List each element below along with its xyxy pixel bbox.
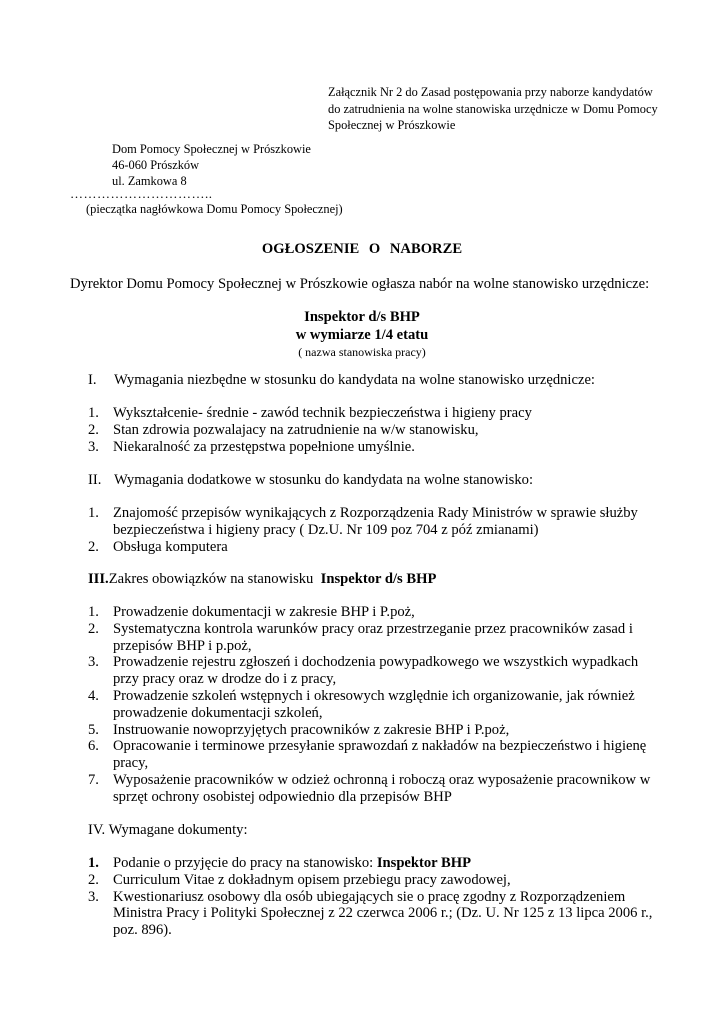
list-item-text: Znajomość przepisów wynikających z Rozporządzenia Rady Ministrów w sprawie służby <box>113 505 638 521</box>
list-item-number: 1. <box>88 855 99 871</box>
list-item-text: prowadzenie dokumentacji szkoleń, <box>113 704 323 721</box>
position-scope: w wymiarze 1/4 etatu <box>295 327 429 343</box>
list-item-number: 1. <box>88 505 99 521</box>
list-item <box>88 505 638 539</box>
section-title-bold: Inspektor d/s BHP <box>320 571 437 587</box>
list-item-line <box>113 505 638 522</box>
list-item-line <box>113 522 638 539</box>
list-item-number: 1. <box>88 405 99 421</box>
list-item <box>88 654 650 688</box>
list-item <box>88 439 532 456</box>
list-item-text: przepisów BHP i p.poż, <box>113 637 252 654</box>
list-item-text: Prowadzenie szkoleń wstępnych i okresowych względnie ich organizowanie, jak również <box>113 687 635 704</box>
list-item-line <box>113 772 650 789</box>
list-item-line <box>113 922 652 939</box>
section-number: II. <box>88 472 102 488</box>
list-item-number: 6. <box>88 738 99 755</box>
list-item-text: Kwestionariusz osobowy dla osób ubiegających sie o pracę zgodny z Rozporządzeniem <box>113 888 626 905</box>
section-1-list <box>88 405 532 455</box>
list-item-text: Prowadzenie rejestru zgłoszeń i dochodzenia powypadkowego we wszystkich wypadkach <box>113 654 639 671</box>
section-number: IV. <box>88 822 106 838</box>
list-item-line <box>113 539 638 556</box>
section-4-heading <box>88 822 248 839</box>
list-item-number: 4. <box>88 687 99 704</box>
list-item-line <box>113 722 650 739</box>
list-item <box>88 604 650 621</box>
annex-line: do zatrudnienia na wolne stanowiska urzędnicze w Domu Pomocy <box>328 101 658 116</box>
list-item-line <box>113 439 532 456</box>
list-item-text: Curriculum Vitae z dokładnym opisem przebiegu pracy zawodowej, <box>113 871 511 888</box>
list-item-text: Ministra Pracy i Polityki Społecznej z 22 czerwca 2006 r.; (Dz. U. Nr 125 z 13 lipca 2006 r., <box>113 905 653 922</box>
list-item-number: 1. <box>88 604 99 620</box>
list-item-text: Opracowanie i terminowe przesyłanie sprawozdań z nakładów na bezpieczeństwo i higienę <box>113 738 647 755</box>
list-item <box>88 772 650 806</box>
intro-text: Dyrektor Domu Pomocy Społecznej w Prószkowie ogłasza nabór na wolne stanowisko urzędnicze: <box>70 276 650 292</box>
list-item <box>88 872 652 889</box>
list-item-number: 3. <box>88 438 99 455</box>
section-title: Zakres obowiązków na stanowisku <box>108 571 314 587</box>
list-item-line <box>113 671 650 688</box>
list-item-line <box>113 755 650 772</box>
page-title: OGŁOSZENIE O NABORZE <box>261 241 463 257</box>
address-line: 46-060 Prószków <box>112 158 200 173</box>
list-item <box>88 738 650 772</box>
list-item-number: 2. <box>88 538 99 555</box>
list-item-line <box>113 889 652 906</box>
address-line: Dom Pomocy Społecznej w Prószkowie <box>112 142 311 156</box>
list-item <box>88 855 652 872</box>
list-item-number: 5. <box>88 721 99 738</box>
list-item-text: Niekaralność za przestępstwa popełnione umyślnie. <box>113 438 415 455</box>
list-item-text: Wykształcenie- średnie - zawód technik bezpieczeństwa i higieny pracy <box>113 405 532 421</box>
list-item-text: bezpieczeństwa i higieny pracy ( Dz.U. Nr 109 poz 704 z póź zmianami) <box>113 521 539 538</box>
list-item-number: 7. <box>88 771 99 788</box>
section-number: III. <box>88 571 109 587</box>
stamp-caption: (pieczątka nagłówkowa Domu Pomocy Społecznej) <box>86 202 343 216</box>
list-item <box>88 889 652 939</box>
list-item-number: 2. <box>88 871 99 888</box>
list-item-number: 3. <box>88 888 99 905</box>
list-item-line <box>113 638 650 655</box>
annex-note <box>328 84 658 134</box>
list-item-line <box>113 688 650 705</box>
list-item-number: 2. <box>88 620 99 637</box>
section-title: Wymagania niezbędne w stosunku do kandydata na wolne stanowisko urzędnicze: <box>114 372 595 388</box>
section-title: Wymagane dokumenty: <box>108 822 248 838</box>
address-line: ul. Zamkowa 8 <box>112 174 187 189</box>
list-item-line <box>113 855 652 872</box>
list-item-bold: Inspektor BHP <box>376 855 472 871</box>
section-number: I. <box>88 372 97 388</box>
list-item <box>88 688 650 722</box>
list-item-number: 2. <box>88 421 99 438</box>
section-3-list <box>88 604 650 806</box>
list-item <box>88 722 650 739</box>
position-note: ( nazwa stanowiska pracy) <box>298 345 426 359</box>
annex-line: Załącznik Nr 2 do Zasad postępowania przy naborze kandydatów <box>328 85 653 99</box>
section-title: Wymagania dodatkowe w stosunku do kandydata na wolne stanowisko: <box>114 472 534 488</box>
list-item-line <box>113 405 532 422</box>
list-item <box>88 405 532 422</box>
list-item-line <box>113 621 650 638</box>
list-item <box>88 621 650 655</box>
list-item <box>88 422 532 439</box>
list-item-line <box>113 738 650 755</box>
section-4-list <box>88 855 652 939</box>
list-item <box>88 539 638 556</box>
list-item-text: Obsługa komputera <box>113 538 228 555</box>
list-item-number: 3. <box>88 654 99 671</box>
stamp-dotted-line: ………………………….. <box>70 186 213 201</box>
section-1-heading <box>88 372 595 389</box>
annex-line: Społecznej w Prószkowie <box>328 118 456 132</box>
list-item-text: Systematyczna kontrola warunków pracy oraz przestrzeganie przez pracowników zasad i <box>113 620 633 637</box>
institution-address <box>112 141 311 190</box>
list-item-text: przy pracy oraz w drodze do i z pracy, <box>113 671 337 688</box>
list-item-line <box>113 905 652 922</box>
list-item-text: Wyposażenie pracowników w odzież ochronną i roboczą oraz wyposażenie pracownikow w <box>113 771 651 788</box>
list-item-line <box>113 872 652 889</box>
list-item-text: Podanie o przyjęcie do pracy na stanowisko: <box>113 855 374 871</box>
list-item-text: pracy, <box>113 755 149 772</box>
list-item-line <box>113 705 650 722</box>
list-item-line <box>113 422 532 439</box>
section-2-list <box>88 505 638 555</box>
list-item-line <box>113 789 650 806</box>
list-item-line <box>113 654 650 671</box>
section-3-heading <box>88 571 436 588</box>
list-item-text: Instruowanie nowoprzyjętych pracowników z zakresie BHP i P.poż, <box>113 721 510 738</box>
section-2-heading <box>88 472 533 489</box>
position-name: Inspektor d/s BHP <box>304 309 420 325</box>
list-item-text: sprzęt ochrony osobistej odpowiednio dla przepisów BHP <box>113 788 452 805</box>
list-item-text: poz. 896). <box>113 922 172 939</box>
list-item-text: Stan zdrowia pozwalajacy na zatrudnienie na w/w stanowisku, <box>113 421 479 438</box>
list-item-line <box>113 604 650 621</box>
list-item-text: Prowadzenie dokumentacji w zakresie BHP i P.poż, <box>113 604 415 620</box>
